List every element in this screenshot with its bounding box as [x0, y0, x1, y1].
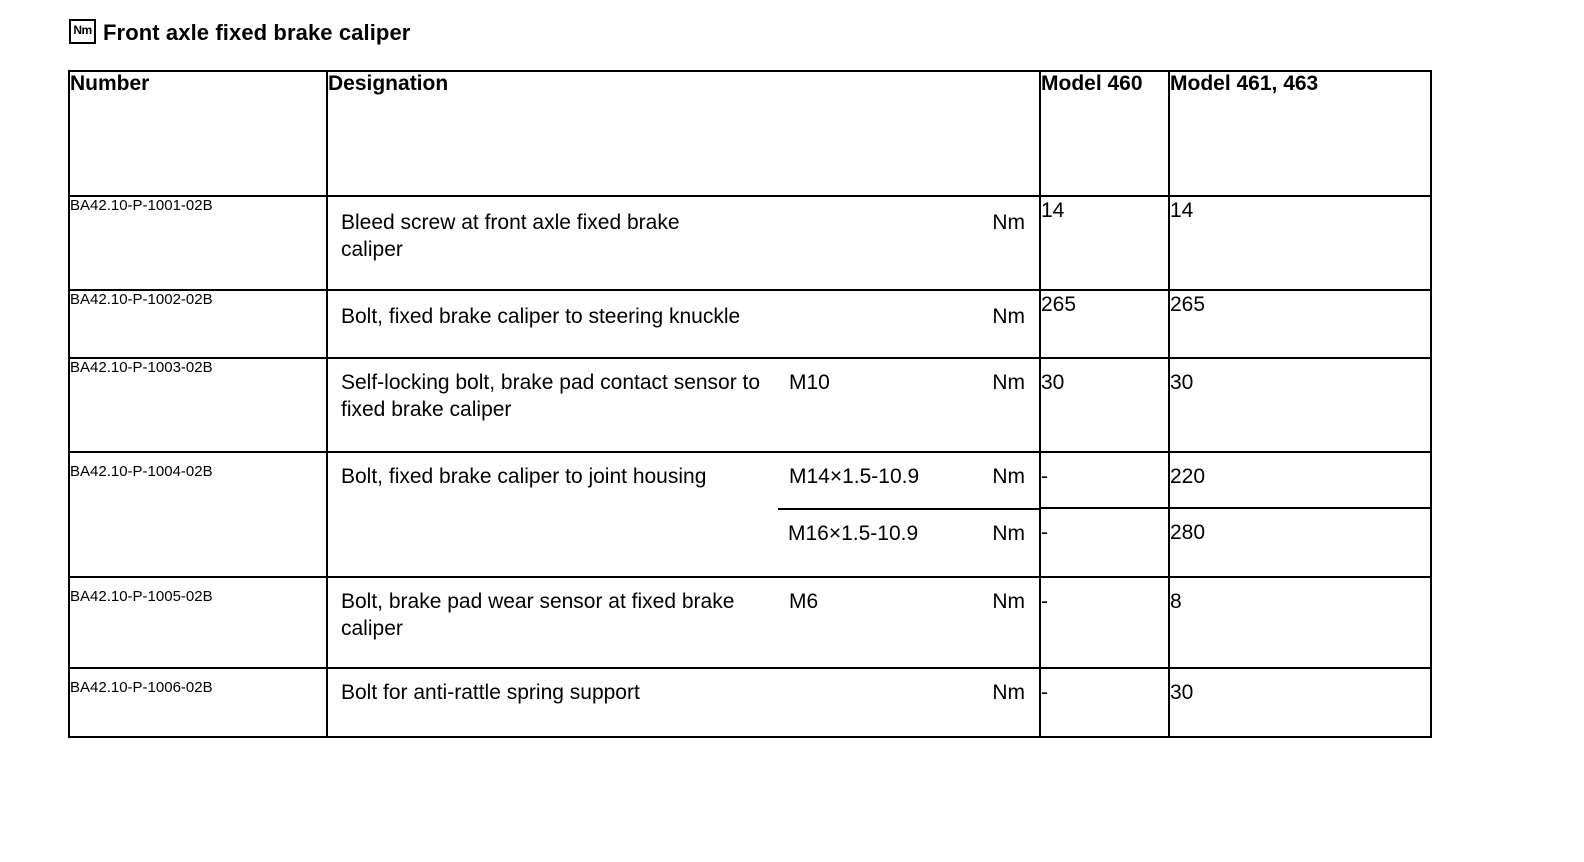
row-unit: Nm: [992, 590, 1025, 613]
row-spec: [721, 209, 976, 263]
row-spec-secondary: M16×1.5-10.9: [788, 522, 919, 545]
page-title: Front axle fixed brake caliper: [103, 20, 411, 45]
row-unit: Nm: [992, 305, 1025, 328]
row-spec: M6: [789, 590, 819, 613]
table-row: [69, 668, 1431, 737]
row-spec: M10: [789, 371, 830, 394]
row-model-461-463-value: 265: [1169, 290, 1431, 358]
column-header-designation: Designation: [327, 71, 1040, 196]
row-designation: Bolt for anti-rattle spring support: [341, 681, 640, 704]
row-model-460-value-secondary: -: [1040, 508, 1169, 577]
row-unit: Nm: [992, 371, 1025, 394]
table-row: [69, 577, 1431, 668]
row-designation-cell: [327, 452, 1040, 577]
row-designation-cell: [327, 358, 1040, 452]
row-unit-secondary: Nm: [992, 522, 1025, 545]
column-header-model-461-463: Model 461, 463: [1169, 71, 1431, 196]
table-row: [69, 452, 1431, 508]
section-heading: [69, 20, 410, 46]
row-designation-cell: [327, 577, 1040, 668]
row-unit: Nm: [992, 681, 1025, 704]
row-designation-cell: [327, 290, 1040, 358]
row-model-461-463-value-secondary: 280: [1169, 508, 1431, 577]
row-model-461-463-value: 8: [1169, 577, 1431, 668]
row-designation-cell: [327, 196, 1040, 290]
row-number: BA42.10-P-1005-02B: [69, 577, 327, 668]
row-designation: Bolt, fixed brake caliper to joint housing: [341, 465, 707, 488]
row-designation: Bolt, fixed brake caliper to steering knuckle: [341, 305, 741, 328]
row-designation: Bleed screw at front axle fixed brake caliper: [341, 211, 680, 261]
torque-table: [68, 70, 1432, 738]
table-header-row: [69, 71, 1431, 196]
row-designation-cell: [327, 668, 1040, 737]
row-spec: M14×1.5-10.9: [789, 465, 920, 488]
table-row: [69, 290, 1431, 358]
column-header-number: Number: [69, 71, 327, 196]
row-model-460-value: -: [1040, 452, 1169, 508]
row-number: BA42.10-P-1003-02B: [69, 358, 327, 452]
table-row: [69, 358, 1431, 452]
torque-nm-icon: Nm: [69, 19, 96, 44]
row-number: BA42.10-P-1001-02B: [69, 196, 327, 290]
column-header-model-460: Model 460: [1040, 71, 1169, 196]
row-model-461-463-value: 30: [1169, 668, 1431, 737]
row-model-460-value: 265: [1040, 290, 1169, 358]
row-number: BA42.10-P-1006-02B: [69, 668, 327, 737]
row-model-460-value: 30: [1040, 358, 1169, 452]
row-unit: Nm: [992, 211, 1025, 234]
row-number: BA42.10-P-1004-02B: [69, 452, 327, 577]
row-number: BA42.10-P-1002-02B: [69, 290, 327, 358]
row-model-460-value: 14: [1040, 196, 1169, 290]
row-model-460-value: -: [1040, 577, 1169, 668]
row-model-461-463-value: 220: [1169, 452, 1431, 508]
row-model-461-463-value: 30: [1169, 358, 1431, 452]
row-model-461-463-value: 14: [1169, 196, 1431, 290]
row-model-460-value: -: [1040, 668, 1169, 737]
row-designation: Self-locking bolt, brake pad contact sensor to fixed brake caliper: [341, 371, 761, 421]
table-row: [69, 196, 1431, 290]
row-designation: Bolt, brake pad wear sensor at fixed brake caliper: [341, 590, 735, 640]
row-unit: Nm: [992, 465, 1025, 488]
